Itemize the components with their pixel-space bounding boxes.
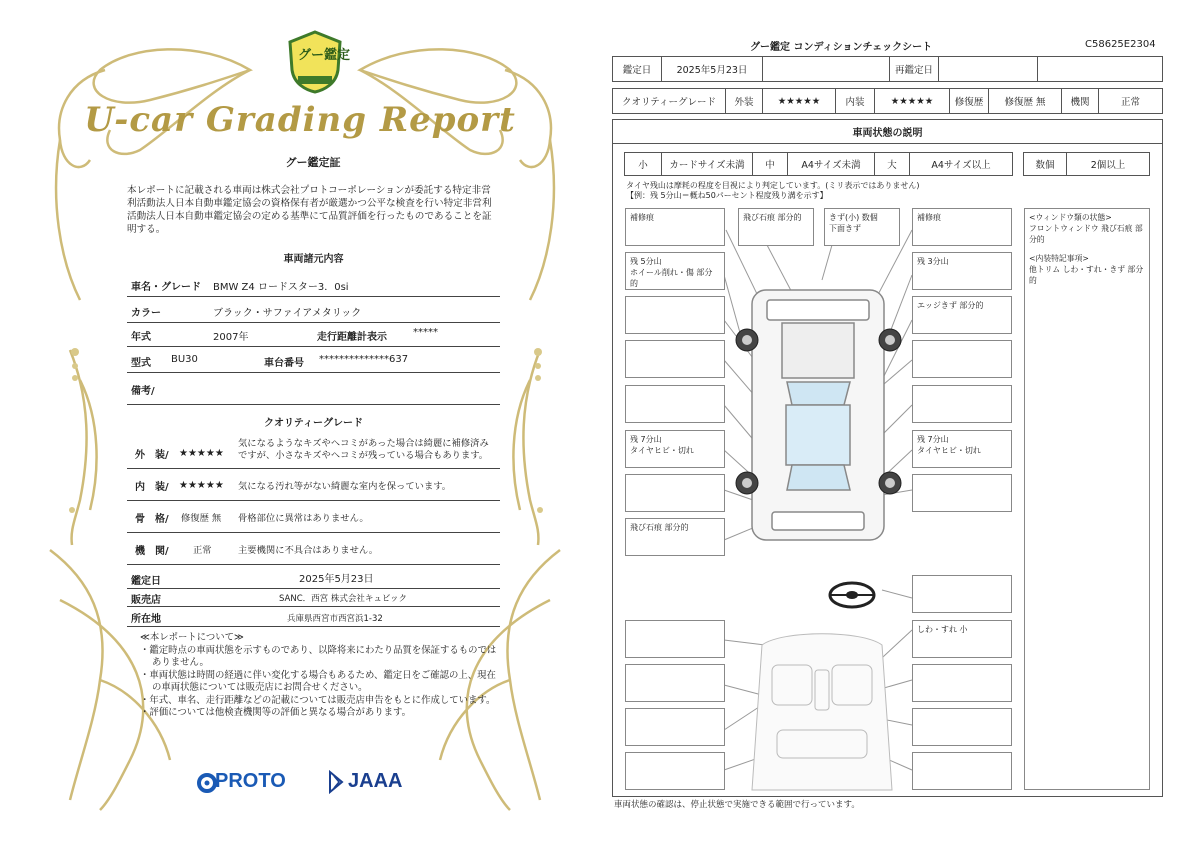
- legend-small: 小: [624, 152, 662, 176]
- tire-note-2: 【例：残 5分山＝概ね50パーセント程度残り溝を示す】: [626, 191, 828, 200]
- interior-label: 内 装/: [135, 482, 169, 493]
- model-value: BU30: [171, 354, 198, 365]
- note-line: タイヤヒビ・切れ: [917, 446, 981, 455]
- shop-value: SANC．西宮 株式会社キュビック: [279, 594, 408, 604]
- note-item: ・評価については他検査機関等の評価と異なる場合があります。: [140, 707, 411, 718]
- certificate-title: グー鑑定証: [285, 156, 341, 169]
- jaaa-logo-text: JAAA: [348, 770, 403, 792]
- grade-row-frame: [127, 500, 500, 533]
- frame-label: 骨 格/: [135, 514, 169, 525]
- jaaa-logo-icon: [328, 770, 344, 794]
- report-script-title: U-car Grading Report: [84, 100, 516, 140]
- legend-large: 大: [874, 152, 910, 176]
- engine-value: 正常: [1098, 88, 1163, 114]
- engine-label: 機 関/: [135, 546, 169, 557]
- legend-small-desc: カードサイズ未満: [661, 152, 753, 176]
- grade-row-interior: [127, 468, 500, 501]
- note-box: [912, 708, 1012, 746]
- history-label: 修復歴: [949, 88, 989, 114]
- date-blank: [762, 56, 890, 82]
- note-box: [625, 430, 725, 468]
- note-box: [625, 708, 725, 746]
- certificate-statement: 本レポートに記載される車両は株式会社プロトコーポレーションが委託する特定非営利活動法人日本自動車鑑定協会の資格保有者が厳選かつ公平な検査を行い特定非営利活動法人日本自動車鑑定協会の定める基準にて品質評価を行ったものであることを証明する。: [127, 185, 492, 235]
- color-value: ブラック・サファイアメタリック: [213, 308, 362, 319]
- ext-stars: ★★★★★: [762, 88, 836, 114]
- reinspect-value: [938, 56, 1038, 82]
- grade-row-exterior: [127, 432, 500, 469]
- note-line: ホイール削れ・傷 部分的: [630, 268, 713, 288]
- spec-row-year: [127, 322, 500, 347]
- note-box: [912, 340, 1012, 378]
- reinspect-blank: [1037, 56, 1163, 82]
- mileage-label: 走行距離計表示: [317, 332, 387, 343]
- note-line: 残 5分山: [630, 257, 662, 266]
- note-box: [625, 340, 725, 378]
- note-box: [912, 385, 1012, 423]
- special-notes-panel: [1024, 208, 1150, 790]
- date-label: 鑑定日: [612, 56, 662, 82]
- frame-value: 修復歴 無: [181, 513, 222, 524]
- grade-row-engine: [127, 532, 500, 565]
- note-box: しわ・すれ 小: [912, 620, 1012, 658]
- interior-desc: 気になる汚れ等がない綺麗な室内を保っています。: [238, 481, 452, 492]
- legend-large-desc: A4サイズ以上: [909, 152, 1013, 176]
- address-value: 兵庫県西宮市西宮浜1-32: [287, 614, 383, 624]
- legend-mid-desc: A4サイズ未満: [787, 152, 875, 176]
- spec-row-remarks: [127, 372, 500, 405]
- note-box: [912, 474, 1012, 512]
- date-value: 2025年5月23日: [661, 56, 763, 82]
- chassis-value: **************637: [319, 354, 409, 365]
- legend-count: 数個: [1023, 152, 1067, 176]
- spec-row-model: [127, 346, 500, 373]
- engine-desc: 主要機関に不具合はありません。: [238, 545, 379, 556]
- note-line: タイヤヒビ・切れ: [630, 446, 694, 455]
- sheet-footer: 車両状態の確認は、停止状態で実施できる範囲で行っています。: [614, 800, 860, 810]
- mileage-value: *****: [413, 327, 438, 338]
- note-box: [625, 752, 725, 790]
- model-label: 型式: [131, 358, 151, 369]
- note-box: [625, 620, 725, 658]
- int-stars: ★★★★★: [874, 88, 950, 114]
- interior-stars: ★★★★★: [179, 480, 224, 491]
- specs-heading: 車両諸元内容: [283, 254, 344, 265]
- address-label: 所在地: [131, 614, 161, 625]
- note-item: ・車両状態は時間の経過に伴い変化する場合もあるため、鑑定日をご確認の上、現在の車両状態については販売店にお問合せください。: [140, 669, 496, 693]
- legend-count-desc: 2個以上: [1066, 152, 1150, 176]
- note-box: 飛び石痕 部分的: [625, 518, 725, 556]
- int-label: 内装: [835, 88, 875, 114]
- sheet-code: C58625E2304: [1085, 39, 1156, 50]
- name-value: BMW Z4 ロードスター3．0si: [213, 282, 349, 293]
- note-box: [912, 430, 1012, 468]
- note-box: [912, 752, 1012, 790]
- report-notes: [140, 632, 500, 720]
- info-row-address: [127, 606, 500, 627]
- legend-mid: 中: [752, 152, 788, 176]
- badge-text: グー鑑定: [298, 48, 351, 63]
- exterior-label: 外 装/: [135, 450, 169, 461]
- note-box: [912, 664, 1012, 702]
- note-box: [625, 385, 725, 423]
- condition-heading: 車両状態の説明: [612, 119, 1163, 144]
- info-row-shop: [127, 588, 500, 607]
- interior-notes-heading: <内装特記事項>: [1029, 254, 1089, 263]
- note-box: 補修痕: [625, 208, 725, 246]
- engine-value: 正常: [193, 545, 212, 556]
- year-value: 2007年: [213, 332, 249, 343]
- note-box: [824, 208, 900, 246]
- info-row-date: [127, 566, 500, 589]
- interior-notes-text: 他トリム しわ・すれ・きず 部分的: [1029, 265, 1144, 285]
- proto-logo-text: PROTO: [215, 770, 286, 792]
- tire-note-1: タイヤ残山は摩耗の程度を目視により判定しています。(ミリ表示ではありません): [626, 181, 920, 190]
- exterior-stars: ★★★★★: [179, 448, 224, 459]
- ext-label: 外装: [725, 88, 763, 114]
- note-item: ・年式、車名、走行距離などの記載については販売店申告をもとに作成しています。: [140, 694, 496, 706]
- window-notes-heading: <ウィンドウ類の状態>: [1029, 213, 1112, 222]
- window-notes-text: フロントウィンドウ 飛び石痕 部分的: [1029, 224, 1143, 244]
- name-label: 車名・グレード: [131, 282, 201, 293]
- exterior-desc: 気になるようなキズやヘコミがあった場合は綺麗に補修済みですが、小さなキズやヘコミが残っている場合もあります。: [238, 438, 489, 461]
- note-line: 下面きず: [829, 224, 861, 233]
- note-box: 補修痕: [912, 208, 1012, 246]
- note-box: [625, 474, 725, 512]
- chassis-label: 車台番号: [264, 358, 304, 369]
- quality-heading: クオリティーグレード: [264, 418, 363, 429]
- engine-label: 機関: [1061, 88, 1099, 114]
- note-line: きず(小) 数個: [829, 213, 878, 222]
- color-label: カラー: [131, 308, 161, 319]
- remarks-label: 備考/: [131, 386, 155, 397]
- note-box: エッジきず 部分的: [912, 296, 1012, 334]
- note-box: [912, 575, 1012, 613]
- note-box: 残 3分山: [912, 252, 1012, 290]
- note-box: [625, 664, 725, 702]
- note-line: 残 7分山: [630, 435, 662, 444]
- note-line: 残 7分山: [917, 435, 949, 444]
- spec-row-color: [127, 296, 500, 323]
- quality-label: クオリティーグレード: [612, 88, 726, 114]
- date-value: 2025年5月23日: [299, 574, 374, 585]
- note-box: 飛び石痕 部分的: [738, 208, 814, 246]
- steering-wheel-icon: [830, 583, 874, 607]
- note-box: [625, 296, 725, 334]
- note-item: ・鑑定時点の車両状態を示すものであり、以降将来にわたり品質を保証するものではありません。: [140, 644, 497, 668]
- reinspect-label: 再鑑定日: [889, 56, 939, 82]
- condition-check-sheet: [600, 0, 1200, 848]
- history-value: 修復歴 無: [988, 88, 1062, 114]
- spec-row-name: [127, 270, 500, 297]
- note-box: [625, 252, 725, 290]
- shop-label: 販売店: [131, 595, 161, 606]
- date-label: 鑑定日: [131, 576, 161, 587]
- frame-desc: 骨格部位に異常はありません。: [238, 513, 369, 524]
- notes-heading: ≪本レポートについて≫: [140, 632, 244, 643]
- sheet-title: グー鑑定 コンディションチェックシート: [750, 42, 933, 53]
- year-label: 年式: [131, 332, 151, 343]
